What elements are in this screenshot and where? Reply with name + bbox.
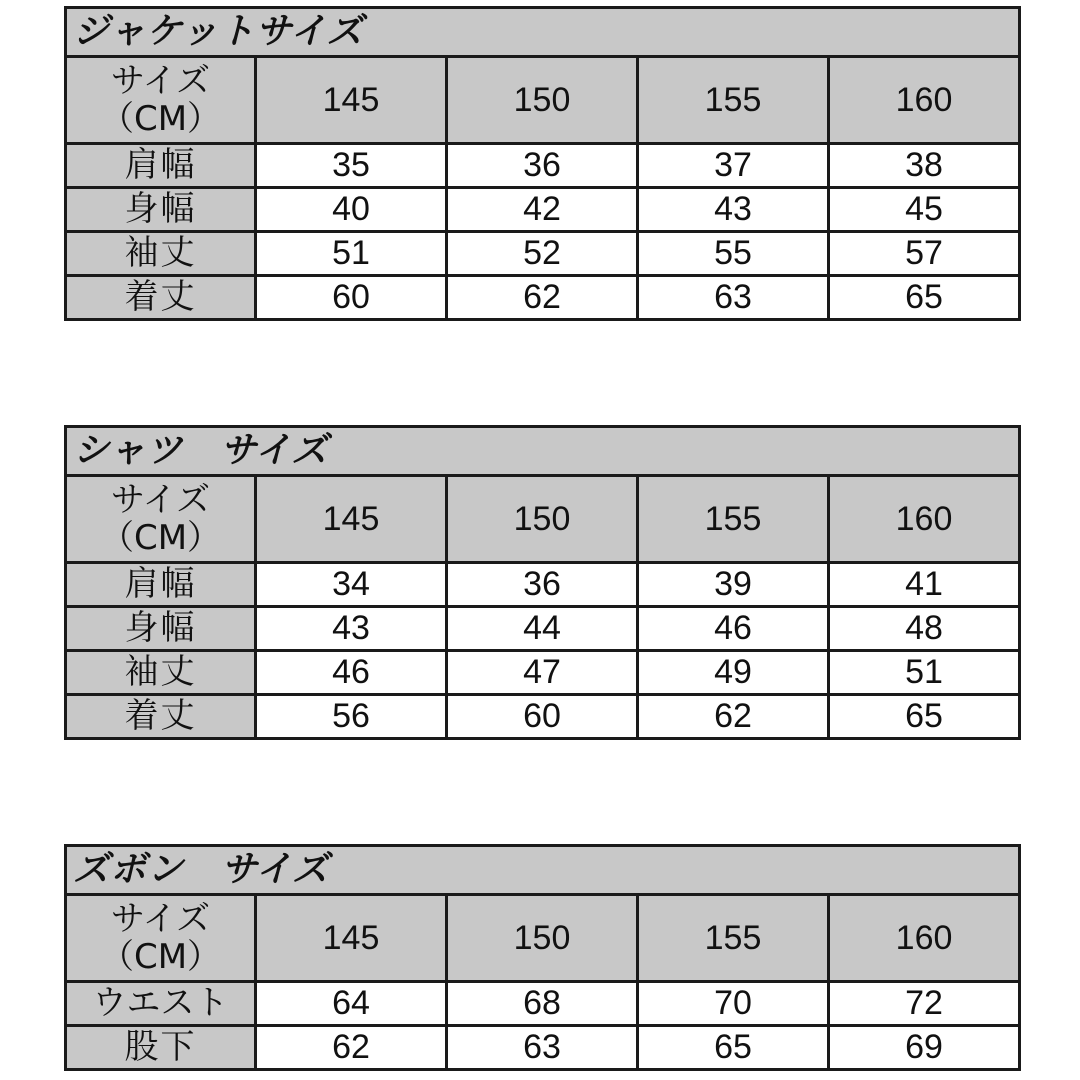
table-row — [66, 563, 1020, 607]
value-cell: 38 — [829, 144, 1020, 188]
size-header-cell: 160 — [829, 895, 1020, 982]
table-row — [66, 188, 1020, 232]
value-cell: 43 — [638, 188, 829, 232]
value-cell: 65 — [829, 276, 1020, 320]
value-cell: 55 — [638, 232, 829, 276]
row-label: 着丈 — [66, 276, 256, 320]
table-title-row — [66, 846, 1020, 895]
size-header-label-line1: サイズ — [110, 61, 211, 101]
row-label: 肩幅 — [66, 563, 256, 607]
size-header-cell: 145 — [256, 895, 447, 982]
value-cell: 64 — [256, 982, 447, 1026]
value-cell: 34 — [256, 563, 447, 607]
size-header-label-line2: （CM） — [99, 518, 222, 558]
size-header-label — [66, 476, 256, 563]
row-label: 袖丈 — [66, 232, 256, 276]
value-cell: 56 — [256, 695, 447, 739]
value-cell: 36 — [447, 563, 638, 607]
table-title: ズボン サイズ — [66, 846, 1020, 895]
value-cell: 47 — [447, 651, 638, 695]
size-header-label-line2: （CM） — [99, 99, 222, 139]
size-header-cell: 160 — [829, 476, 1020, 563]
table-row — [66, 982, 1020, 1026]
size-header-label — [66, 57, 256, 144]
size-header-cell: 150 — [447, 895, 638, 982]
value-cell: 70 — [638, 982, 829, 1026]
value-cell: 45 — [829, 188, 1020, 232]
pants-size-table — [64, 844, 1021, 1071]
table-row — [66, 607, 1020, 651]
value-cell: 65 — [829, 695, 1020, 739]
table-row — [66, 1026, 1020, 1070]
row-label: 身幅 — [66, 607, 256, 651]
size-header-row — [66, 57, 1020, 144]
size-header-label-line2: （CM） — [99, 937, 222, 977]
value-cell: 44 — [447, 607, 638, 651]
value-cell: 62 — [638, 695, 829, 739]
row-label: ウエスト — [66, 982, 256, 1026]
row-label: 肩幅 — [66, 144, 256, 188]
table-title-row — [66, 8, 1020, 57]
value-cell: 65 — [638, 1026, 829, 1070]
value-cell: 60 — [447, 695, 638, 739]
size-header-cell: 155 — [638, 476, 829, 563]
value-cell: 57 — [829, 232, 1020, 276]
value-cell: 39 — [638, 563, 829, 607]
value-cell: 49 — [638, 651, 829, 695]
table-title: シャツ サイズ — [66, 427, 1020, 476]
size-header-label-line1: サイズ — [110, 899, 211, 939]
value-cell: 63 — [447, 1026, 638, 1070]
size-header-cell: 155 — [638, 57, 829, 144]
value-cell: 63 — [638, 276, 829, 320]
value-cell: 69 — [829, 1026, 1020, 1070]
table-title-row — [66, 427, 1020, 476]
value-cell: 52 — [447, 232, 638, 276]
value-cell: 36 — [447, 144, 638, 188]
value-cell: 48 — [829, 607, 1020, 651]
value-cell: 46 — [638, 607, 829, 651]
size-header-cell: 145 — [256, 57, 447, 144]
jacket-size-table — [64, 6, 1021, 321]
table-row — [66, 651, 1020, 695]
table-title: ジャケットサイズ — [66, 8, 1020, 57]
value-cell: 40 — [256, 188, 447, 232]
size-header-cell: 160 — [829, 57, 1020, 144]
shirt-size-table — [64, 425, 1021, 740]
value-cell: 42 — [447, 188, 638, 232]
size-header-row — [66, 476, 1020, 563]
value-cell: 51 — [256, 232, 447, 276]
table-row — [66, 276, 1020, 320]
value-cell: 37 — [638, 144, 829, 188]
value-cell: 51 — [829, 651, 1020, 695]
table-row — [66, 144, 1020, 188]
row-label: 身幅 — [66, 188, 256, 232]
value-cell: 72 — [829, 982, 1020, 1026]
value-cell: 46 — [256, 651, 447, 695]
table-row — [66, 232, 1020, 276]
row-label: 着丈 — [66, 695, 256, 739]
size-header-label-line1: サイズ — [110, 480, 211, 520]
row-label: 袖丈 — [66, 651, 256, 695]
size-header-cell: 150 — [447, 57, 638, 144]
table-row — [66, 695, 1020, 739]
size-header-cell: 155 — [638, 895, 829, 982]
value-cell: 62 — [256, 1026, 447, 1070]
value-cell: 35 — [256, 144, 447, 188]
size-header-cell: 150 — [447, 476, 638, 563]
value-cell: 41 — [829, 563, 1020, 607]
value-cell: 43 — [256, 607, 447, 651]
row-label: 股下 — [66, 1026, 256, 1070]
size-header-cell: 145 — [256, 476, 447, 563]
value-cell: 60 — [256, 276, 447, 320]
size-header-row — [66, 895, 1020, 982]
value-cell: 62 — [447, 276, 638, 320]
size-header-label — [66, 895, 256, 982]
value-cell: 68 — [447, 982, 638, 1026]
